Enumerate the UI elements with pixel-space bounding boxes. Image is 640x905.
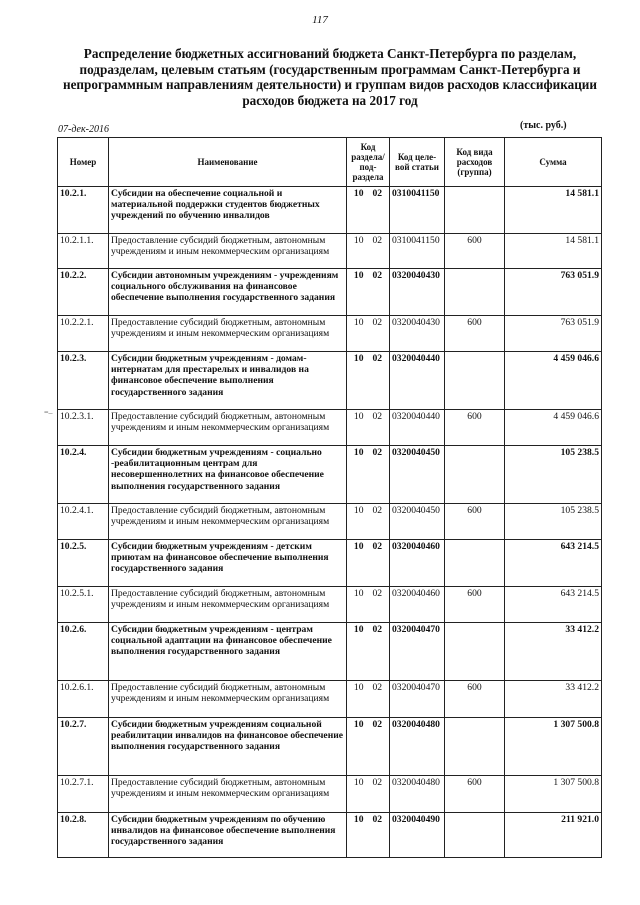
row-section-code: 10 [353, 814, 364, 825]
row-sum: 14 581.1 [505, 187, 602, 234]
row-expense-type [445, 718, 505, 776]
row-target-code: 0320040460 [390, 540, 445, 587]
row-expense-type: 600 [445, 681, 505, 718]
table-row [58, 681, 602, 718]
row-subsection-code: 02 [372, 541, 383, 552]
row-expense-type [445, 187, 505, 234]
row-section-code: 10 [353, 447, 364, 458]
table-row [58, 269, 602, 316]
row-number: 10.2.3. [58, 352, 109, 410]
table-row [58, 776, 602, 813]
row-target-code: 0320040430 [390, 316, 445, 352]
row-section [347, 540, 390, 587]
row-sum: 33 412.2 [505, 681, 602, 718]
row-target-code: 0310041150 [390, 234, 445, 269]
header-expense-type: Код вида расходов (группа) [445, 138, 505, 187]
table-row [58, 187, 602, 234]
row-target-code: 0310041150 [390, 187, 445, 234]
row-sum: 1 307 500.8 [505, 718, 602, 776]
row-expense-type: 600 [445, 587, 505, 623]
row-section-code: 10 [353, 270, 364, 281]
row-section [347, 410, 390, 446]
row-subsection-code: 02 [372, 353, 383, 364]
row-subsection-code: 02 [372, 814, 383, 825]
row-name: Субсидии на обеспечение социальной и материальной поддержки студентов бюджетных учреждений по обучению инвалидов [109, 187, 347, 234]
row-sum: 643 214.5 [505, 540, 602, 587]
row-target-code: 0320040430 [390, 269, 445, 316]
table-row [58, 234, 602, 269]
row-name: Предоставление субсидий бюджетным, автономным учреждениям и иным некоммерческим организациям [109, 587, 347, 623]
row-section-code: 10 [353, 317, 364, 328]
row-section [347, 316, 390, 352]
row-subsection-code: 02 [372, 719, 383, 730]
row-sum: 763 051.9 [505, 269, 602, 316]
row-number: 10.2.3.1. [58, 410, 109, 446]
header-target-code: Код целе- вой статьи [390, 138, 445, 187]
row-subsection-code: 02 [372, 188, 383, 199]
row-section-code: 10 [353, 719, 364, 730]
row-subsection-code: 02 [372, 777, 383, 788]
row-subsection-code: 02 [372, 317, 383, 328]
row-target-code: 0320040450 [390, 446, 445, 504]
table-row [58, 446, 602, 504]
row-name: Предоставление субсидий бюджетным, автономным учреждениям и иным некоммерческим организациям [109, 234, 347, 269]
row-target-code: 0320040480 [390, 718, 445, 776]
row-name: Предоставление субсидий бюджетным, автономным учреждениям и иным некоммерческим организациям [109, 316, 347, 352]
row-expense-type [445, 352, 505, 410]
row-section-code: 10 [353, 777, 364, 788]
row-expense-type [445, 446, 505, 504]
page-title: Распределение бюджетных ассигнований бюджета Санкт-Петербурга по разделам, подразделам, целевым статьям (государственным программам Санкт-Петербурга и непрограммным направлениям деятельности) и группам видов расходов классификации расходов бюджета на 2017 год [62, 46, 597, 108]
table-row [58, 623, 602, 681]
row-sum: 105 238.5 [505, 446, 602, 504]
page-number: 117 [312, 14, 328, 26]
row-subsection-code: 02 [372, 682, 383, 693]
row-expense-type [445, 813, 505, 858]
row-sum: 1 307 500.8 [505, 776, 602, 813]
row-number: 10.2.5.1. [58, 587, 109, 623]
row-section-code: 10 [353, 624, 364, 635]
row-subsection-code: 02 [372, 624, 383, 635]
row-target-code: 0320040450 [390, 504, 445, 540]
table-row [58, 504, 602, 540]
row-subsection-code: 02 [372, 235, 383, 246]
row-section [347, 776, 390, 813]
row-section-code: 10 [353, 588, 364, 599]
table-row [58, 540, 602, 587]
row-expense-type: 600 [445, 410, 505, 446]
row-number: 10.2.1. [58, 187, 109, 234]
row-target-code: 0320040480 [390, 776, 445, 813]
units-label: (тыс. руб.) [520, 120, 567, 131]
row-sum: 105 238.5 [505, 504, 602, 540]
row-section [347, 446, 390, 504]
table-header-row [58, 138, 602, 187]
row-number: 10.2.1.1. [58, 234, 109, 269]
row-section [347, 813, 390, 858]
row-subsection-code: 02 [372, 447, 383, 458]
row-expense-type: 600 [445, 776, 505, 813]
row-number: 10.2.4. [58, 446, 109, 504]
row-number: 10.2.5. [58, 540, 109, 587]
row-subsection-code: 02 [372, 411, 383, 422]
row-expense-type: 600 [445, 234, 505, 269]
row-name: Субсидии бюджетным учреждениям - социально -реабилитационным центрам для несовершеннолетних на финансовое обеспечение выполнения государственного задания [109, 446, 347, 504]
row-section-code: 10 [353, 411, 364, 422]
row-subsection-code: 02 [372, 505, 383, 516]
row-section-code: 10 [353, 682, 364, 693]
table-row [58, 352, 602, 410]
row-expense-type [445, 623, 505, 681]
row-section-code: 10 [353, 541, 364, 552]
row-section [347, 718, 390, 776]
row-number: 10.2.8. [58, 813, 109, 858]
row-name: Субсидии бюджетным учреждениям по обучению инвалидов на финансовое обеспечение выполнения государственного задания [109, 813, 347, 858]
row-number: 10.2.6.1. [58, 681, 109, 718]
table-row [58, 316, 602, 352]
row-sum: 4 459 046.6 [505, 352, 602, 410]
row-target-code: 0320040470 [390, 681, 445, 718]
row-number: 10.2.2.1. [58, 316, 109, 352]
row-name: Предоставление субсидий бюджетным, автономным учреждениям и иным некоммерческим организациям [109, 681, 347, 718]
row-number: 10.2.7. [58, 718, 109, 776]
row-number: 10.2.7.1. [58, 776, 109, 813]
row-section [347, 623, 390, 681]
row-section [347, 234, 390, 269]
row-section [347, 352, 390, 410]
row-expense-type: 600 [445, 504, 505, 540]
row-sum: 14 581.1 [505, 234, 602, 269]
row-name: Субсидии бюджетным учреждениям - детским приютам на финансовое обеспечение выполнения государственного задания [109, 540, 347, 587]
row-sum: 763 051.9 [505, 316, 602, 352]
row-sum: 643 214.5 [505, 587, 602, 623]
row-section [347, 681, 390, 718]
row-target-code: 0320040460 [390, 587, 445, 623]
row-target-code: 0320040490 [390, 813, 445, 858]
row-name: Субсидии бюджетным учреждениям - центрам социальной адаптации на финансовое обеспечение выполнения государственного задания [109, 623, 347, 681]
row-expense-type [445, 269, 505, 316]
row-number: 10.2.6. [58, 623, 109, 681]
row-section [347, 187, 390, 234]
row-number: 10.2.4.1. [58, 504, 109, 540]
row-section [347, 587, 390, 623]
row-sum: 33 412.2 [505, 623, 602, 681]
document-date: 07-дек-2016 [58, 124, 109, 135]
header-number: Номер [58, 138, 109, 187]
row-section-code: 10 [353, 235, 364, 246]
row-sum: 4 459 046.6 [505, 410, 602, 446]
row-section [347, 269, 390, 316]
header-name: Наименование [109, 138, 347, 187]
row-name: Предоставление субсидий бюджетным, автономным учреждениям и иным некоммерческим организациям [109, 776, 347, 813]
header-section-code: Код раздела/ под- раздела [347, 138, 390, 187]
row-number: 10.2.2. [58, 269, 109, 316]
row-name: Предоставление субсидий бюджетным, автономным учреждениям и иным некоммерческим организациям [109, 504, 347, 540]
row-subsection-code: 02 [372, 588, 383, 599]
row-name: Субсидии бюджетным учреждениям - домам-интернатам для престарелых и инвалидов на финансовое обеспечение выполнения государственного задания [109, 352, 347, 410]
budget-table [57, 137, 602, 858]
table-row [58, 587, 602, 623]
table-row [58, 813, 602, 858]
row-target-code: 0320040440 [390, 352, 445, 410]
row-sum: 211 921.0 [505, 813, 602, 858]
row-expense-type: 600 [445, 316, 505, 352]
row-section [347, 504, 390, 540]
header-sum: Сумма [505, 138, 602, 187]
row-section-code: 10 [353, 353, 364, 364]
row-expense-type [445, 540, 505, 587]
table-row [58, 718, 602, 776]
row-target-code: 0320040440 [390, 410, 445, 446]
row-section-code: 10 [353, 188, 364, 199]
row-section-code: 10 [353, 505, 364, 516]
margin-mark: =– [44, 408, 53, 417]
row-target-code: 0320040470 [390, 623, 445, 681]
row-subsection-code: 02 [372, 270, 383, 281]
row-name: Предоставление субсидий бюджетным, автономным учреждениям и иным некоммерческим организациям [109, 410, 347, 446]
row-name: Субсидии автономным учреждениям - учреждениям социального обслуживания на финансовое обеспечение выполнения государственного задания [109, 269, 347, 316]
table-row [58, 410, 602, 446]
row-name: Субсидии бюджетным учреждениям социальной реабилитации инвалидов на финансовое обеспечение выполнения государственного задания [109, 718, 347, 776]
